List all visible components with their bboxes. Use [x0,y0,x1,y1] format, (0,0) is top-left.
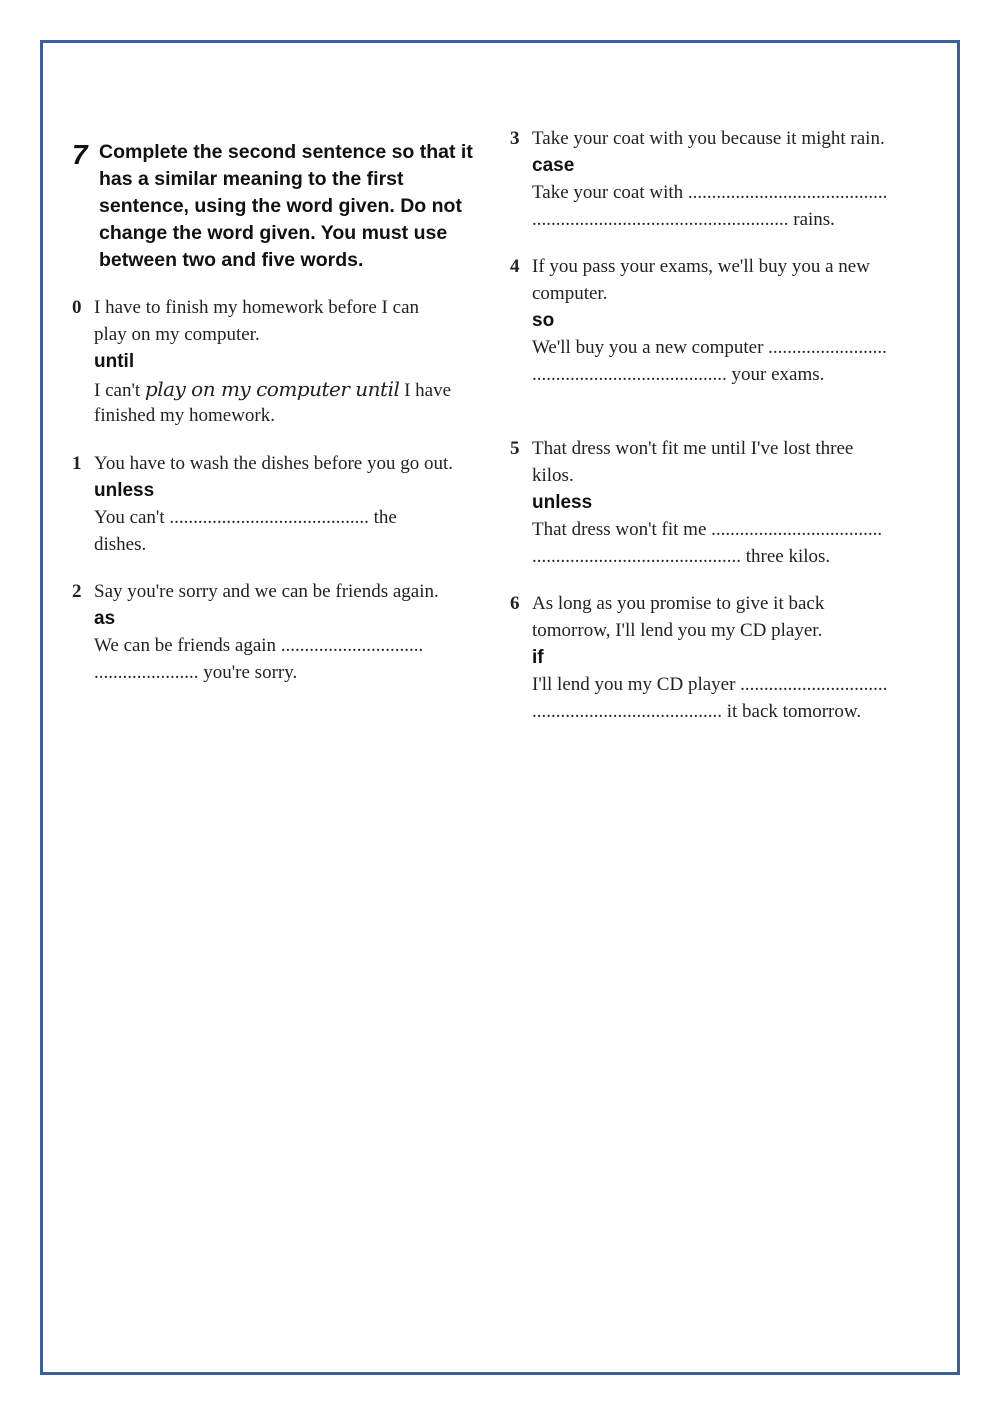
instruction-line: between two and five words. [99,249,364,271]
item-prompt: I have to finish my homework before I can [94,297,420,318]
answer-blank-line[interactable]: Take your coat with .......................................... [532,182,888,203]
answer-blank-line[interactable]: We'll buy you a new computer ......................... [532,337,887,358]
item-number: 0 [72,297,82,318]
example-answer: play on my computer until [144,377,400,401]
item-prompt: You have to wash the dishes before you go out. [94,453,454,474]
item-number: 3 [510,128,520,149]
item-number: 1 [72,453,82,474]
item-prompt: If you pass your exams, we'll buy you a new [532,256,870,277]
keyword: unless [94,480,155,501]
item-prompt: play on my computer. [94,324,260,345]
instruction-line: change the word given. You must use [99,222,448,244]
instruction-line: sentence, using the word given. Do not [99,195,462,217]
answer-line: finished my homework. [94,405,276,426]
item-prompt: As long as you promise to give it back [532,593,825,614]
answer-blank-line[interactable]: ...................................................... rains. [532,209,835,230]
exercise-number: 7 [72,139,88,170]
keyword: unless [532,492,593,513]
answer-line [94,378,451,402]
item-prompt: Take your coat with you because it might rain. [532,128,885,149]
answer-blank-line[interactable]: We can be friends again .............................. [94,635,424,656]
item-prompt: Say you're sorry and we can be friends again. [94,581,439,602]
keyword: case [532,155,575,176]
answer-blank-line[interactable]: That dress won't fit me .................................... [532,519,883,540]
item-number: 2 [72,581,82,602]
item-number: 4 [510,256,520,277]
item-number: 6 [510,593,520,614]
item-prompt: computer. [532,283,608,304]
keyword: if [532,647,544,668]
answer-blank-line[interactable]: dishes. [94,534,147,555]
item-prompt: That dress won't fit me until I've lost three [532,438,854,459]
keyword: as [94,608,116,629]
answer-blank-line[interactable]: ......................................... your exams. [532,364,825,385]
answer-start: I can't [94,380,141,401]
keyword: until [94,351,135,372]
answer-blank-line[interactable]: ........................................ it back tomorrow. [532,701,862,722]
item-prompt: kilos. [532,465,574,486]
answer-blank-line[interactable]: You can't .......................................... the [94,507,397,528]
item-number: 5 [510,438,520,459]
answer-blank-line[interactable]: I'll lend you my CD player ............................... [532,674,888,695]
instruction-line: Complete the second sentence so that it [99,141,473,163]
instruction-line: has a similar meaning to the first [99,168,404,190]
answer-blank-line[interactable]: ...................... you're sorry. [94,662,298,683]
keyword: so [532,310,555,331]
answer-end: I have [404,380,452,401]
item-prompt: tomorrow, I'll lend you my CD player. [532,620,823,641]
answer-blank-line[interactable]: ............................................ three kilos. [532,546,831,567]
